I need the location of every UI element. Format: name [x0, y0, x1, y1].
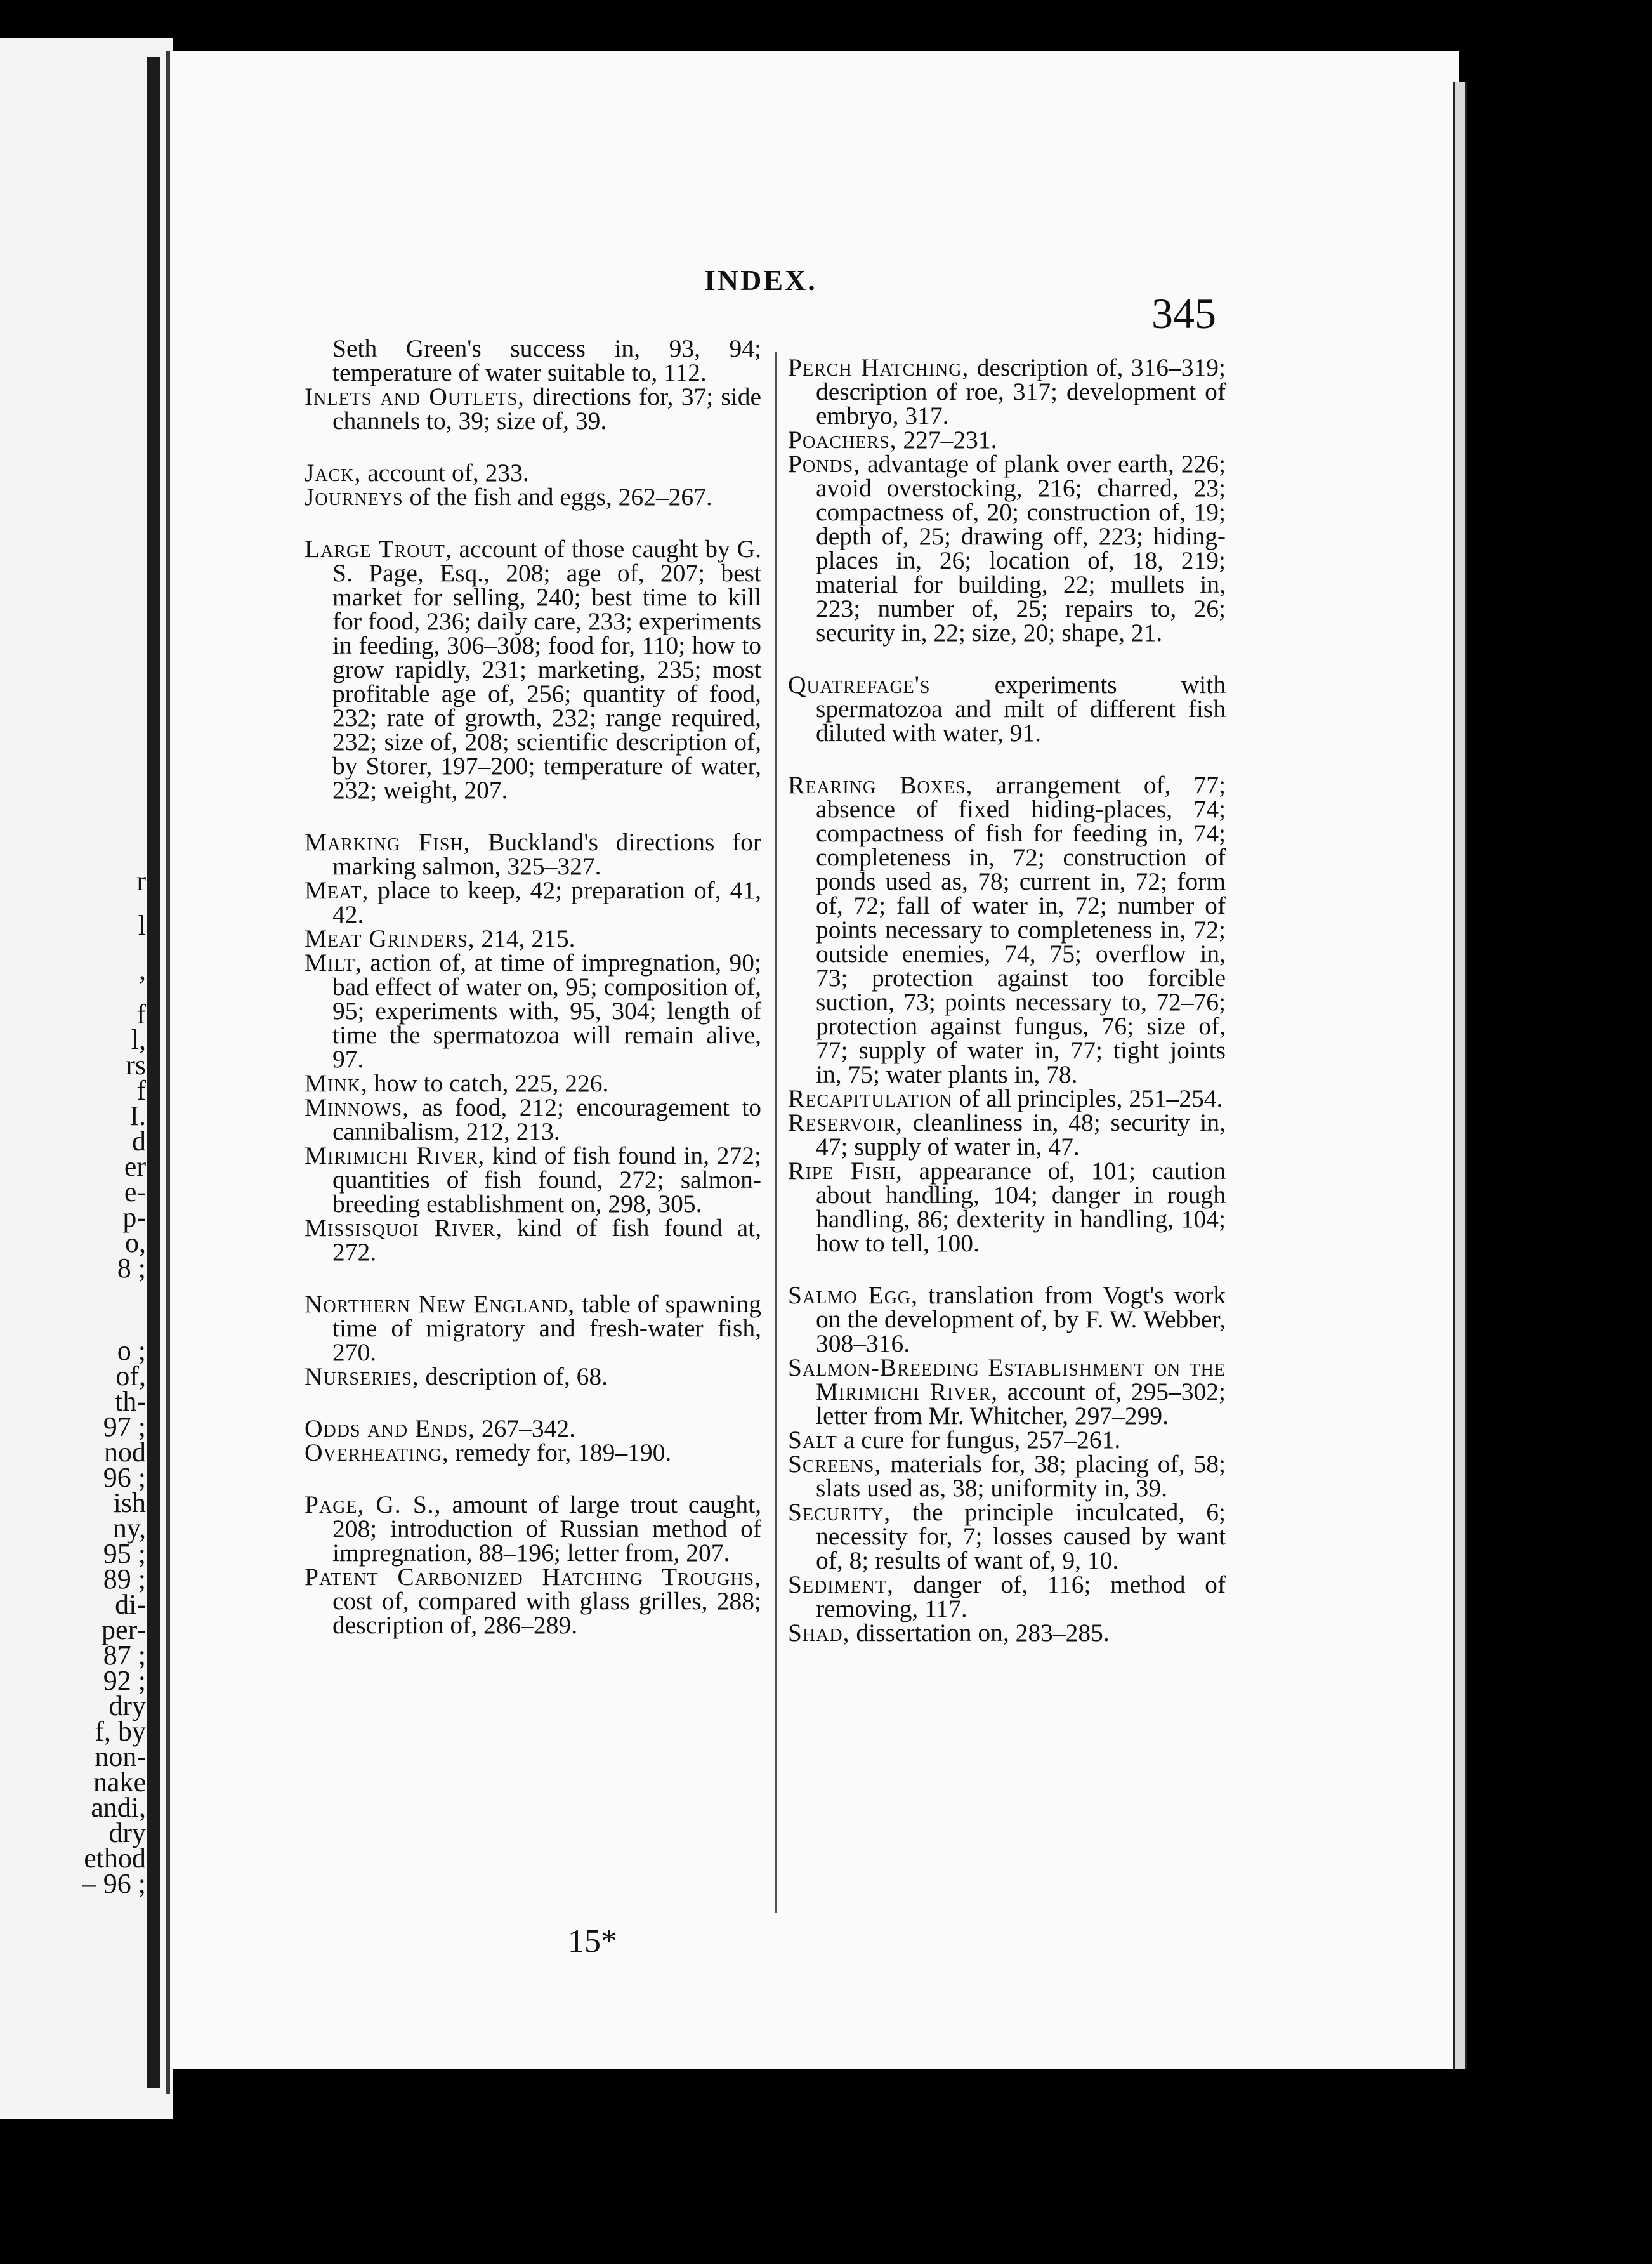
entry-text: arrangement of, 77; absence of fixed hiding-places, 74; compactness of fish for feeding in, 74; completeness in, 72; construction of ponds used as, 78; current in, 72; form of, 72; fall of water in, 72; number of points necessary to completeness in, 72; outside enemies, 74, 75; overflow in, 73; protection against too forcible suction, 73; points necessary to, 72–76; protection against fungus, 76; size of, 77; supply of water in, 77; tight joints in, 75; water plants in, 78. [816, 771, 1226, 1088]
index-entry [788, 428, 1226, 452]
entry-heading: Odds and Ends, [305, 1414, 475, 1442]
entry-heading: Patent Carbonized Hatching Troughs, [305, 1563, 761, 1591]
column-divider [775, 352, 777, 1913]
entry-text: translation from Vogt's work on the development of, by F. W. Webber, 308–316. [816, 1281, 1226, 1357]
fragment-text: f, by [95, 1716, 146, 1747]
index-entry [788, 452, 1226, 645]
entry-heading: Missisquoi River, [305, 1214, 503, 1242]
index-entry [788, 1452, 1226, 1500]
entry-heading: Minnows, [305, 1093, 409, 1121]
entry-text: kind of fish found in, 272; quantities of fish found, 272; salmon-breeding establishment on, 298, 305. [332, 1142, 762, 1218]
entry-text: cleanliness in, 48; security in, 47; supply of water in, 47. [816, 1109, 1226, 1161]
index-entry [305, 537, 761, 802]
entry-text: table of spawning time of migratory and fresh-water fish, 270. [332, 1290, 761, 1366]
fragment-text: of, [115, 1360, 146, 1392]
index-entry [305, 1071, 761, 1095]
fragment-text: 8 ; [117, 1253, 146, 1284]
entry-text: 227–231. [896, 426, 997, 454]
fragment-text: ny, [112, 1513, 146, 1544]
fragment-text: l, [131, 1024, 146, 1055]
entry-text: 214, 215. [475, 925, 575, 952]
index-entry [788, 673, 1226, 745]
entry-text: materials for, 38; placing of, 58; slats used as, 38; uniformity in, 39. [816, 1450, 1226, 1502]
entry-heading: Salmon-Breeding Establishment on the Mirimichi River, [788, 1353, 1226, 1405]
entry-heading: Perch Hatching, [788, 353, 969, 381]
fragment-text: l [138, 910, 146, 941]
entry-text: Seth Green's success in, 93, 94; temperature of water suitable to, 112. [332, 334, 761, 386]
index-entry [305, 878, 761, 926]
fragment-text: ish [113, 1487, 146, 1518]
entry-heading: Milt, [305, 949, 362, 977]
entry-text: as food, 212; encouragement to cannibalism, 212, 213. [332, 1093, 761, 1145]
fragment-text: rs [126, 1050, 146, 1081]
fragment-text: d [132, 1126, 146, 1157]
fragment-text: nod [104, 1437, 146, 1468]
index-entry [788, 1355, 1226, 1428]
entry-text: advantage of plank over earth, 226; avoid overstocking, 216; charred, 23; compactness of, 20; construction of, 19; depth of, 25; drawing off, 223; hiding-places in, 26; location of, 18, 219; material for building, 22; mullets in, 223; number of, 25; repairs to, 26; security in, 22; size, 20; shape, 21. [816, 450, 1226, 647]
entry-text: danger of, 116; method of removing, 117. [816, 1570, 1226, 1622]
entry-heading: Rearing Boxes, [788, 771, 973, 799]
entry-text: of all principles, 251–254. [952, 1084, 1223, 1112]
fragment-text: th- [115, 1386, 146, 1417]
entry-heading: Reservoir, [788, 1109, 903, 1136]
fragment-text: I. [129, 1100, 146, 1131]
entry-heading: Jack, [305, 459, 362, 487]
index-entry [305, 926, 761, 951]
index-entry [305, 1416, 761, 1440]
book-gutter-shadow [166, 51, 170, 2094]
fragment-text: 97 ; [103, 1411, 146, 1442]
entry-text: amount of large trout caught, 208; introduction of Russian method of impregnation, 88–196; letter from, 207. [332, 1491, 761, 1567]
signature-mark: 15* [568, 1923, 617, 1959]
index-entry [788, 773, 1226, 1086]
index-entry [788, 1086, 1226, 1110]
fragment-text: , [139, 954, 146, 985]
index-entry [305, 1492, 761, 1565]
entry-heading: Salt [788, 1426, 837, 1454]
entry-text: 267–342. [475, 1414, 575, 1442]
entry-text: a cure for fungus, 257–261. [837, 1426, 1121, 1454]
entry-gap [305, 433, 761, 461]
entry-heading: Inlets and Outlets, [305, 383, 525, 411]
index-entry [305, 951, 761, 1071]
entry-text: account of, 295–302; letter from Mr. Whitcher, 297–299. [816, 1378, 1226, 1430]
index-entry [305, 1565, 761, 1637]
entry-heading: Page, G. S., [305, 1491, 442, 1518]
entry-heading: Ponds, [788, 450, 861, 478]
entry-gap [788, 745, 1226, 773]
entry-text: action of, at time of impregnation, 90; bad effect of water on, 95; composition of, 95; experiments with, 95, 304; length of time the spermatozoa will remain alive, 97. [332, 949, 761, 1073]
index-entry [788, 1283, 1226, 1355]
entry-heading: Recapitulation [788, 1084, 953, 1112]
entry-text: of the fish and eggs, 262–267. [403, 483, 712, 511]
index-entry [788, 1159, 1226, 1255]
index-entry [788, 1500, 1226, 1572]
entry-text: appearance of, 101; caution about handling, 104; danger in rough handling, 86; dexterity in handling, 104; how to tell, 100. [816, 1157, 1226, 1257]
running-head: INDEX. [704, 264, 817, 296]
index-entry [788, 355, 1226, 428]
entry-heading: Large Trout, [305, 535, 452, 563]
entry-text: description of, 316–319; description of roe, 317; development of embryo, 317. [816, 353, 1226, 430]
entry-text: description of, 68. [419, 1362, 608, 1390]
entry-heading: Ripe Fish, [788, 1157, 903, 1185]
page-number: 345 [1151, 289, 1216, 338]
fragment-text: 89 ; [103, 1563, 146, 1595]
entry-heading: Shad, [788, 1619, 850, 1647]
entry-gap [305, 1388, 761, 1416]
entry-heading: Nurseries, [305, 1362, 419, 1390]
fragment-text: dry [108, 1817, 146, 1848]
index-entry [788, 1428, 1226, 1452]
entry-heading: Meat, [305, 876, 369, 904]
index-entry [305, 830, 761, 878]
entry-text: remedy for, 189–190. [449, 1438, 672, 1466]
entry-heading: Poachers, [788, 426, 897, 454]
entry-gap [305, 1264, 761, 1292]
entry-heading: Mirimichi River, [305, 1142, 485, 1169]
entry-heading: Meat Grinders, [305, 925, 475, 952]
index-entry [305, 1143, 761, 1216]
entry-text: account of those caught by G. S. Page, Esq., 208; age of, 207; best market for selling, 240; best time to kill for food, 236; daily care, 233; experiments in feeding, 306–308; food for, 110; how to grow rapidly, 231; marketing, 235; most profitable age of, 256; quantity of food, 232; rate of growth, 232; range required, 232; size of, 208; scientific description of, by Storer, 197–200; temperature of water, 232; weight, 207. [332, 535, 762, 804]
entry-gap [305, 1464, 761, 1492]
entry-gap [788, 1255, 1226, 1283]
index-column-right [788, 355, 1226, 1645]
entry-heading: Salmo Egg, [788, 1281, 919, 1309]
fragment-text: 87 ; [103, 1640, 146, 1671]
fragment-text: r [136, 865, 146, 897]
book-gutter [147, 57, 160, 2088]
fragment-text: di- [115, 1589, 146, 1620]
fragment-text: non- [95, 1741, 146, 1772]
fragment-text: er [124, 1151, 146, 1182]
index-entry [788, 1621, 1226, 1645]
fragment-text: 95 ; [103, 1538, 146, 1569]
fragment-text: – 96 ; [82, 1868, 146, 1899]
index-column-left [305, 336, 761, 1637]
fragment-text: p- [122, 1202, 146, 1233]
entry-heading: Screens, [788, 1450, 882, 1478]
fragment-text: o ; [117, 1335, 146, 1366]
index-entry [305, 336, 761, 385]
entry-heading: Overheating, [305, 1438, 449, 1466]
entry-heading: Marking Fish, [305, 828, 471, 856]
fragment-text: 92 ; [103, 1665, 146, 1696]
index-entry [305, 1440, 761, 1464]
entry-text: experiments with spermatozoa and milt of different fish diluted with water, 91. [816, 671, 1226, 747]
entry-heading: Northern New England, [305, 1290, 575, 1318]
entry-heading: Security, [788, 1498, 891, 1526]
entry-text: place to keep, 42; preparation of, 41, 42. [332, 876, 761, 928]
index-entry [788, 1572, 1226, 1621]
index-entry [305, 461, 761, 485]
fragment-text: e- [124, 1176, 146, 1208]
entry-gap [305, 509, 761, 537]
fragment-text: dry [108, 1690, 146, 1721]
entry-text: directions for, 37; side channels to, 39; size of, 39. [332, 383, 762, 435]
entry-text: Buckland's directions for marking salmon, 325–327. [332, 828, 761, 880]
index-entry [305, 1216, 761, 1264]
index-entry [305, 485, 761, 509]
entry-text: dissertation on, 283–285. [849, 1619, 1110, 1647]
entry-heading: Sediment, [788, 1570, 894, 1598]
index-entry [305, 1095, 761, 1143]
entry-text: account of, 233. [361, 459, 529, 487]
fragment-text: 96 ; [103, 1462, 146, 1493]
fragment-text: o, [125, 1227, 146, 1258]
fragment-text: andi, [91, 1792, 146, 1823]
entry-text: the principle inculcated, 6; necessity for, 7; losses caused by want of, 8; results of want of, 9, 10. [816, 1498, 1226, 1574]
entry-text: kind of fish found at, 272. [332, 1214, 761, 1266]
entry-heading: Quatrefage's [788, 671, 931, 699]
fragment-text: ethod [84, 1843, 146, 1874]
page-stack-edge [1453, 82, 1467, 2069]
index-entry [305, 1364, 761, 1388]
index-entry [305, 1292, 761, 1364]
fragment-text: f [136, 999, 146, 1030]
index-entry [305, 385, 761, 433]
fragment-text: nake [93, 1767, 146, 1798]
fragment-text: per- [102, 1614, 146, 1645]
entry-text: how to catch, 225, 226. [367, 1069, 609, 1097]
fragment-text: f [136, 1075, 146, 1106]
entry-gap [788, 645, 1226, 673]
entry-heading: Mink, [305, 1069, 368, 1097]
entry-heading: Journeys [305, 483, 403, 511]
entry-gap [305, 802, 761, 830]
entry-text: cost of, compared with glass grilles, 288; description of, 286–289. [332, 1587, 761, 1639]
index-entry [788, 1110, 1226, 1159]
